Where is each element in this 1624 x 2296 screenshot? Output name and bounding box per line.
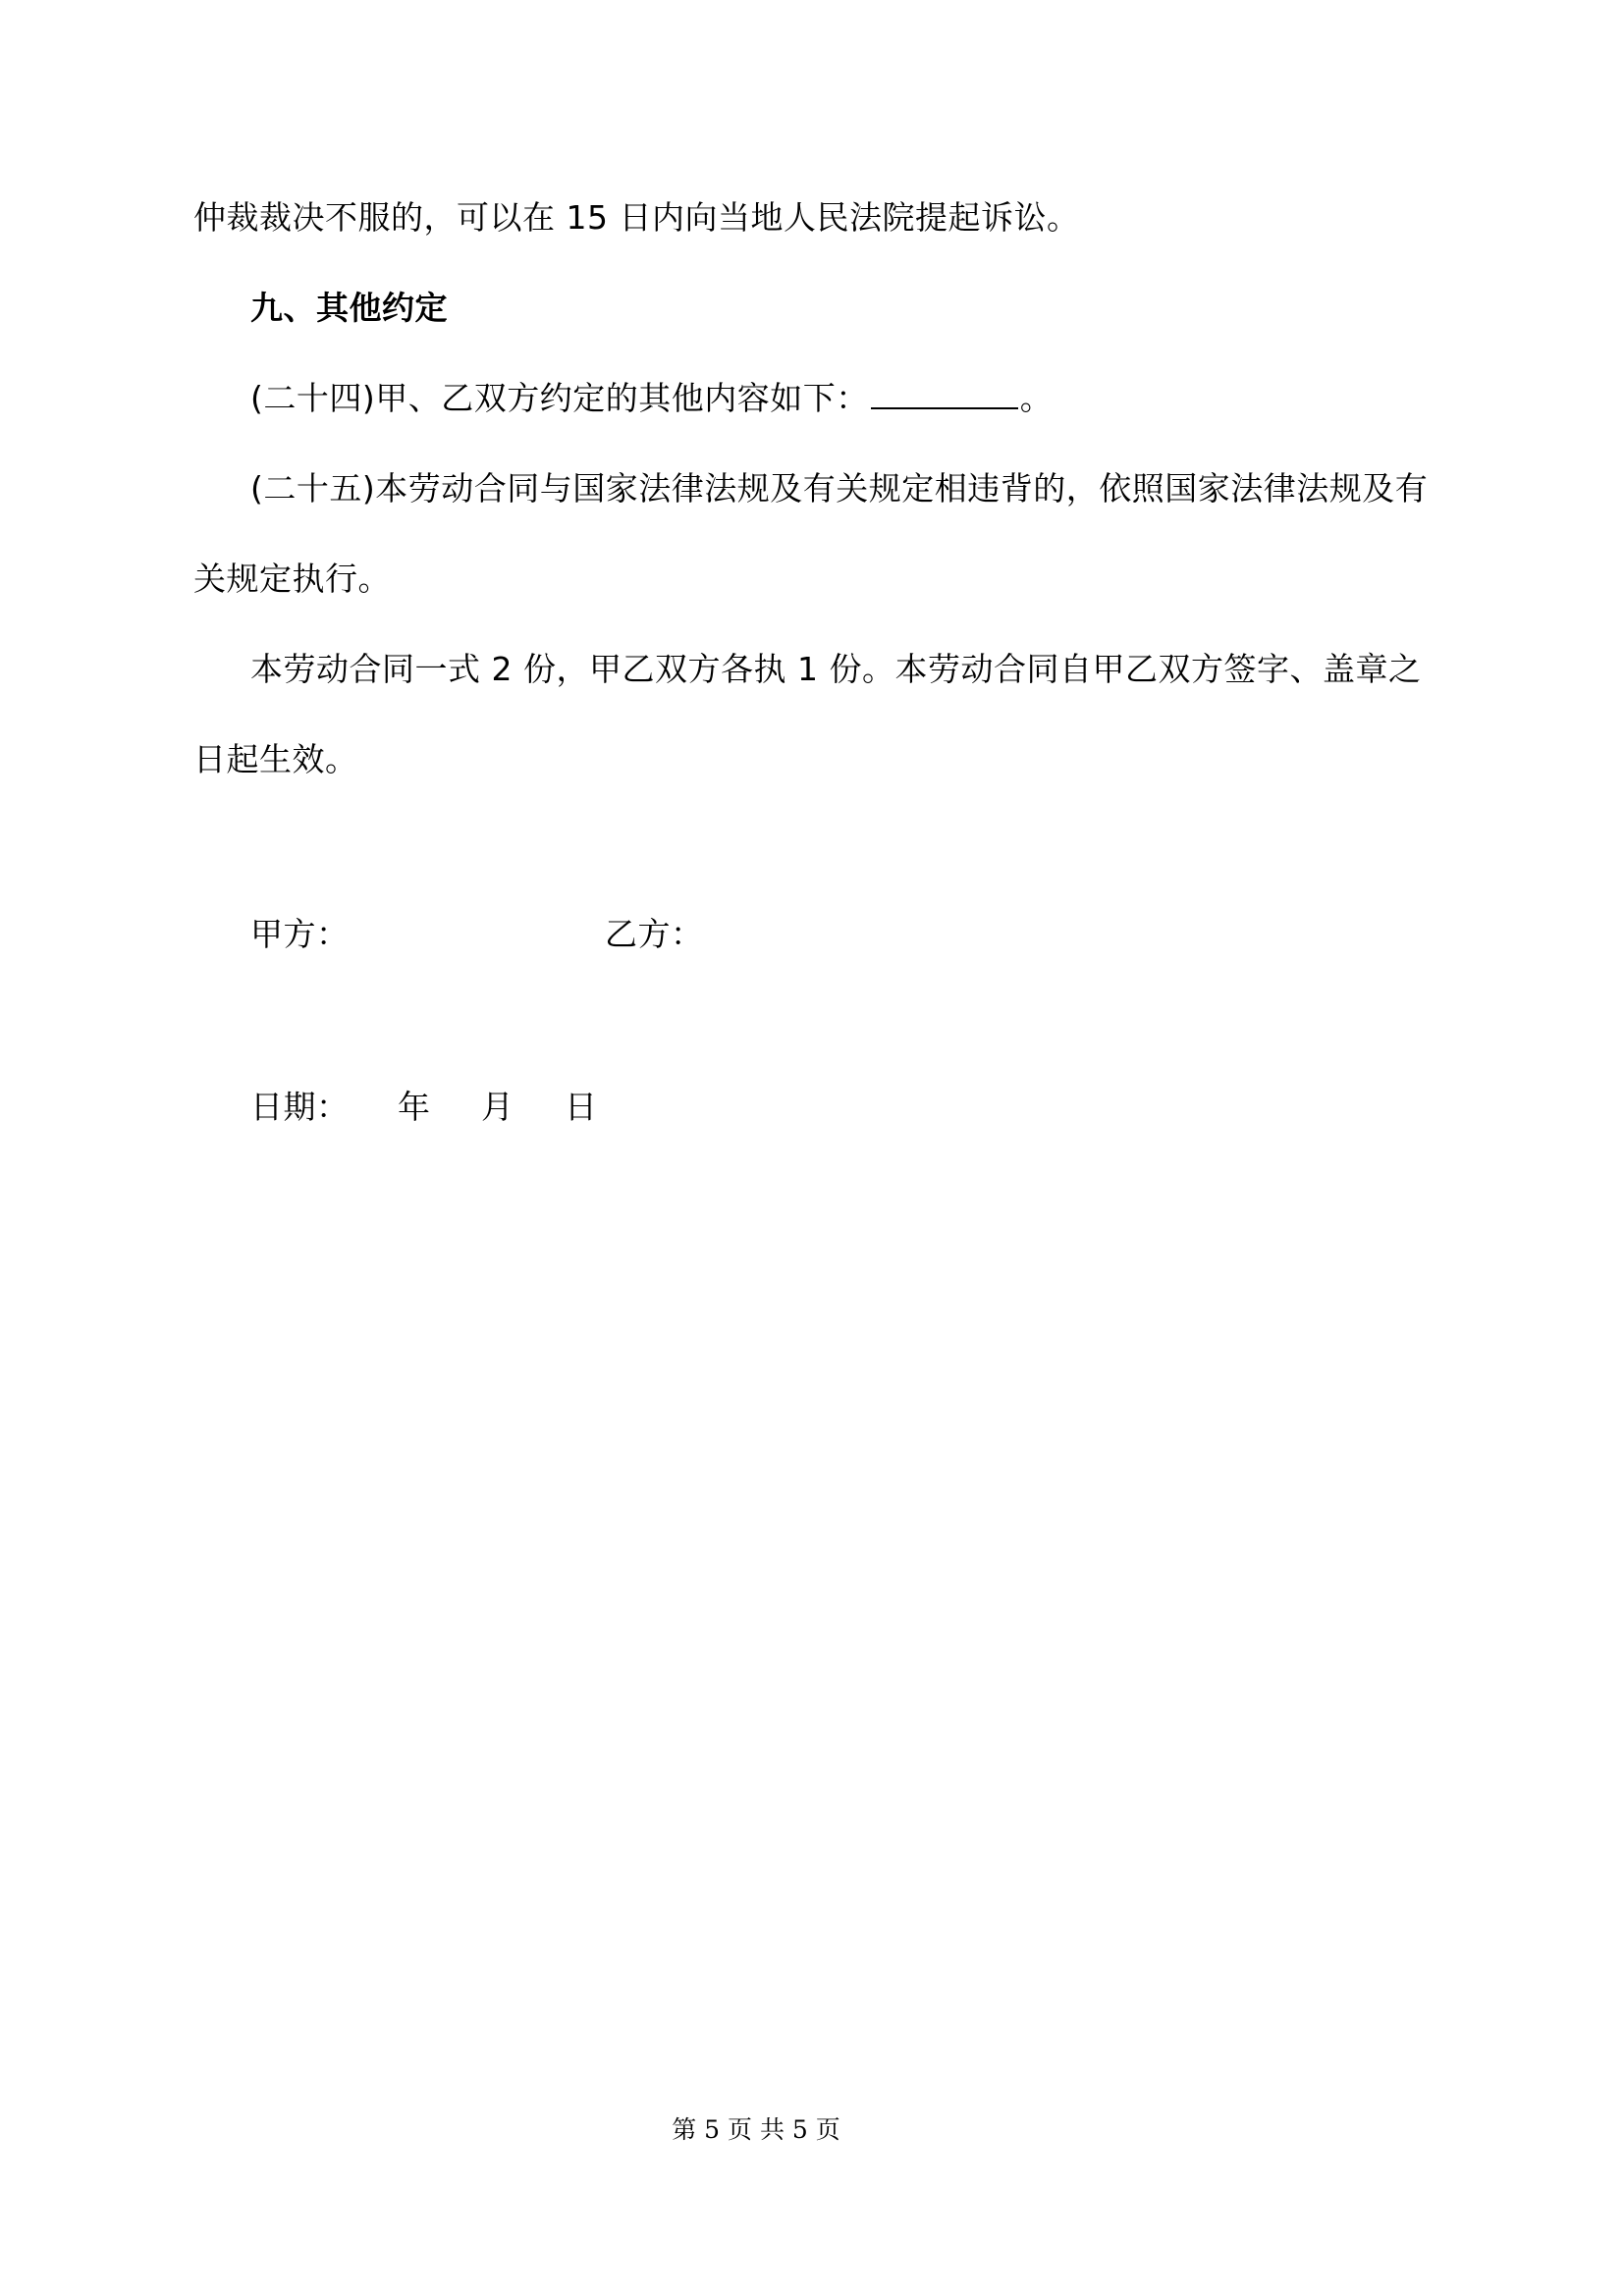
date-day-label: 日 (565, 1088, 598, 1126)
date-month-label: 月 (481, 1088, 514, 1126)
page-number-footer: 第 5 页 共 5 页 (672, 2115, 840, 2144)
clause-24-blank-line (871, 378, 1018, 409)
clause-24-text: (二十四)甲、乙双方约定的其他内容如下： (250, 379, 869, 417)
party-b-label: 乙方： (605, 915, 704, 953)
copies-paragraph-line-2: 日起生效。 (193, 740, 358, 778)
clause-25-line-1: (二十五)本劳动合同与国家法律法规及有关规定相违背的，依照国家法律法规及有 (250, 469, 1429, 507)
clause-24 (250, 377, 1053, 420)
date-year-label: 年 (398, 1088, 431, 1126)
clause-24-end: 。 (1019, 379, 1054, 417)
party-a-label: 甲方： (250, 915, 350, 953)
section-heading-other-agreements: 九、其他约定 (250, 289, 448, 327)
date-label: 日期： (250, 1088, 350, 1126)
copies-paragraph-line-1: 本劳动合同一式 2 份，甲乙双方各执 1 份。本劳动合同自甲乙双方签字、盖章之 (250, 650, 1422, 688)
paragraph-arbitration-end: 仲裁裁决不服的，可以在 15 日内向当地人民法院提起诉讼。 (193, 198, 1080, 237)
clause-25-line-2: 关规定执行。 (193, 560, 391, 598)
